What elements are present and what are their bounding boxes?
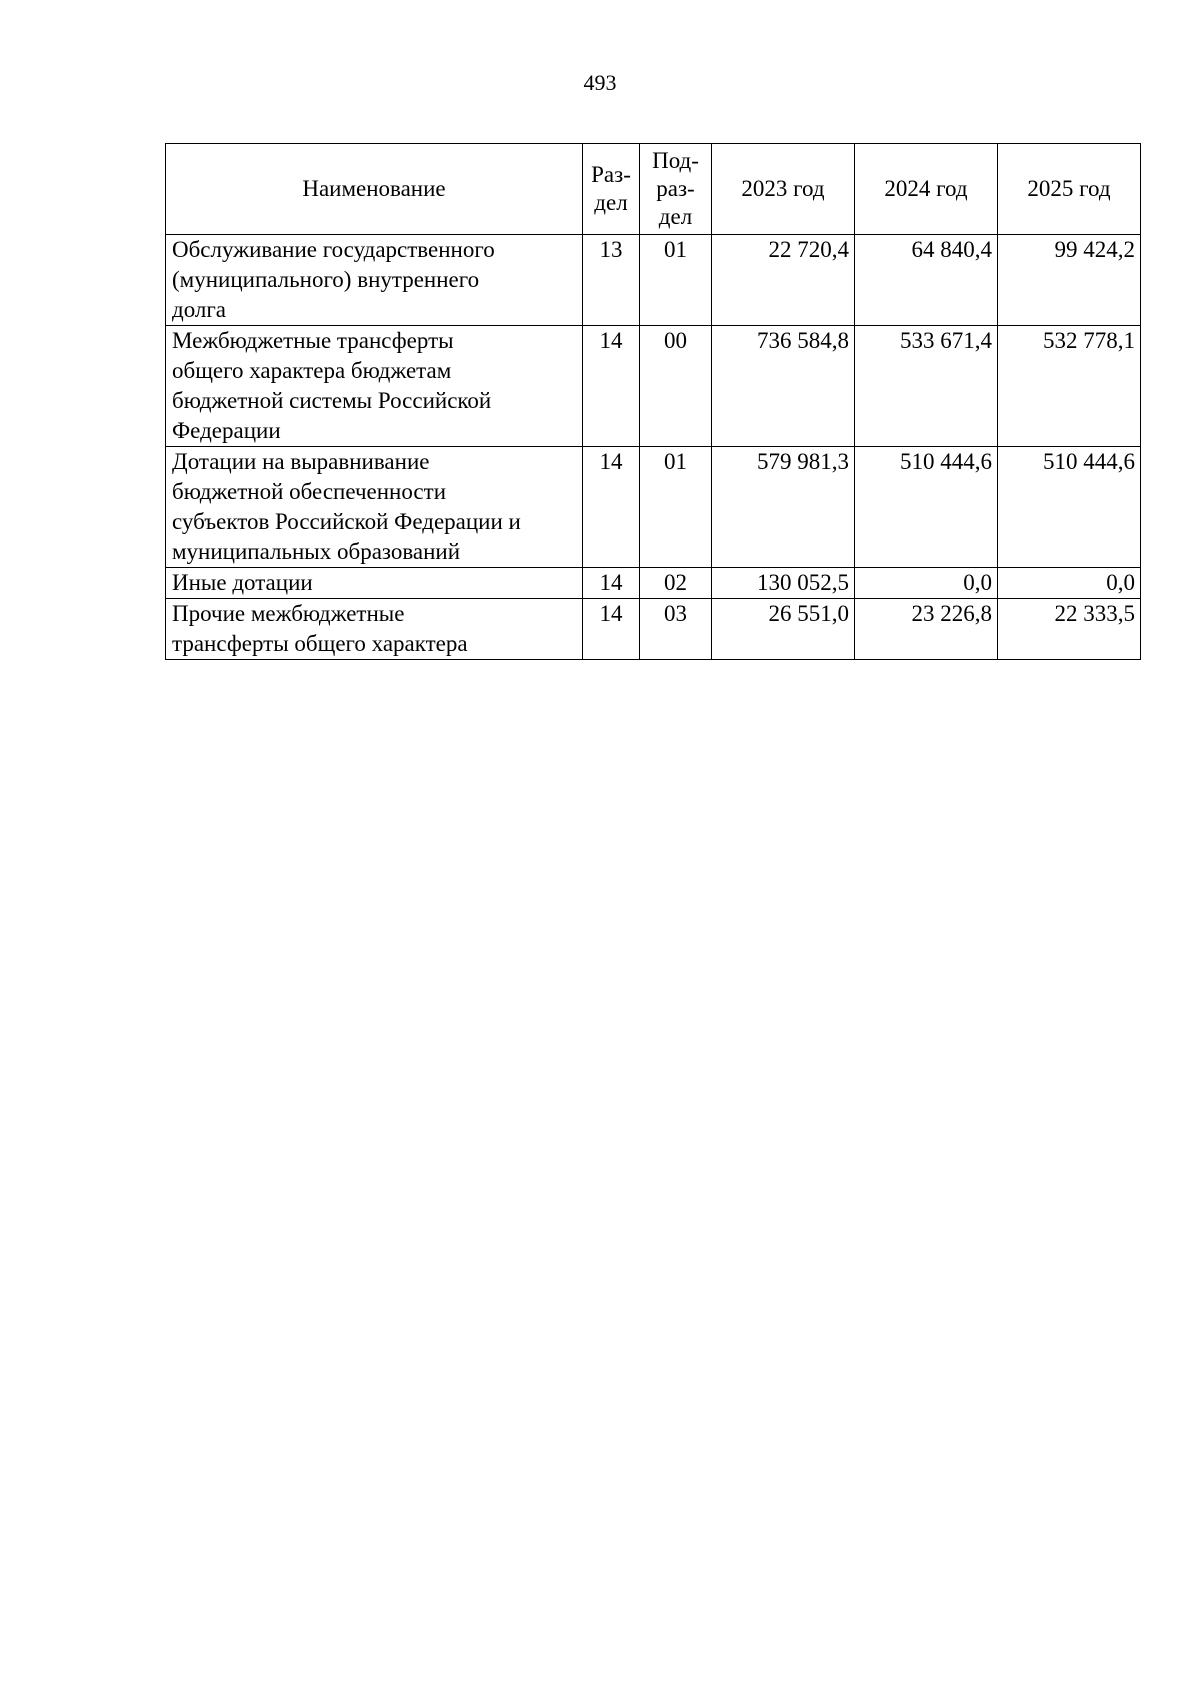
row-value-2025: 532 778,1 — [998, 326, 1141, 447]
row-subsection: 00 — [640, 326, 712, 447]
table-row — [166, 235, 1141, 326]
row-name-line: долга — [172, 297, 227, 322]
header-2025: 2025 год — [998, 144, 1141, 235]
row-name-line: субъектов Российской Федерации и — [172, 509, 521, 534]
row-section: 14 — [583, 447, 640, 568]
header-section-line: Раз- — [591, 162, 631, 187]
header-name: Наименование — [166, 144, 583, 235]
row-value-2024: 510 444,6 — [855, 447, 998, 568]
row-name-line: муниципальных образований — [172, 539, 461, 564]
header-section — [583, 144, 640, 235]
row-name — [166, 235, 583, 326]
row-name-line: Иные дотации — [172, 570, 313, 595]
table-row — [166, 599, 1141, 660]
row-value-2025: 0,0 — [998, 568, 1141, 599]
row-value-2024: 533 671,4 — [855, 326, 998, 447]
header-subsection-line: дел — [658, 204, 693, 229]
row-name-line: Обслуживание государственного — [172, 237, 495, 262]
row-value-2023: 22 720,4 — [712, 235, 855, 326]
row-name — [166, 326, 583, 447]
row-name-line: Федерации — [172, 418, 281, 443]
row-name-line: Межбюджетные трансферты — [172, 328, 454, 353]
table-row — [166, 447, 1141, 568]
table-body — [166, 235, 1141, 660]
row-name-line: (муниципального) внутреннего — [172, 267, 480, 292]
row-name-line: трансферты общего характера — [172, 631, 468, 656]
row-value-2024: 64 840,4 — [855, 235, 998, 326]
header-section-line: дел — [594, 190, 628, 215]
header-subsection-line: раз- — [656, 176, 695, 201]
row-section: 14 — [583, 568, 640, 599]
row-name-line: Дотации на выравнивание — [172, 449, 430, 474]
row-value-2023: 579 981,3 — [712, 447, 855, 568]
row-value-2023: 26 551,0 — [712, 599, 855, 660]
row-subsection: 02 — [640, 568, 712, 599]
row-value-2024: 0,0 — [855, 568, 998, 599]
row-name — [166, 599, 583, 660]
row-section: 14 — [583, 326, 640, 447]
row-name-line: бюджетной системы Российской — [172, 388, 492, 413]
row-name — [166, 568, 583, 599]
row-value-2025: 22 333,5 — [998, 599, 1141, 660]
page-number: 493 — [583, 70, 617, 95]
row-name-line: общего характера бюджетам — [172, 358, 452, 383]
row-value-2023: 736 584,8 — [712, 326, 855, 447]
table-row — [166, 568, 1141, 599]
header-row — [166, 144, 1141, 235]
row-subsection: 01 — [640, 235, 712, 326]
row-section: 14 — [583, 599, 640, 660]
header-subsection — [640, 144, 712, 235]
row-name-line: Прочие межбюджетные — [172, 601, 405, 626]
row-name — [166, 447, 583, 568]
header-2023: 2023 год — [712, 144, 855, 235]
budget-table — [165, 143, 1141, 660]
row-value-2025: 510 444,6 — [998, 447, 1141, 568]
row-subsection: 03 — [640, 599, 712, 660]
header-2024: 2024 год — [855, 144, 998, 235]
row-value-2024: 23 226,8 — [855, 599, 998, 660]
row-value-2023: 130 052,5 — [712, 568, 855, 599]
table-header — [166, 144, 1141, 235]
header-subsection-line: Под- — [652, 148, 699, 173]
row-value-2025: 99 424,2 — [998, 235, 1141, 326]
row-section: 13 — [583, 235, 640, 326]
row-name-line: бюджетной обеспеченности — [172, 479, 447, 504]
table-row — [166, 326, 1141, 447]
row-subsection: 01 — [640, 447, 712, 568]
